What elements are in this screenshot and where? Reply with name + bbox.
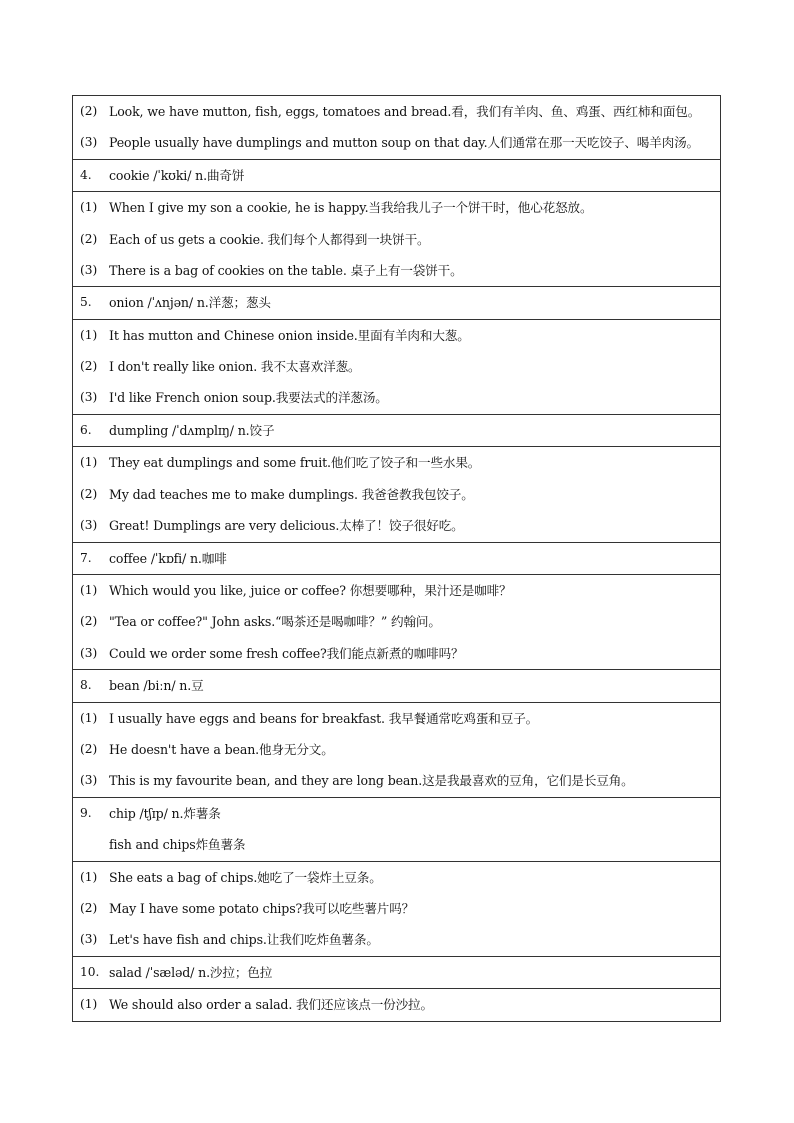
item-number: (1)	[80, 200, 98, 215]
item-text: We should also order a salad. 我们还应该点一份沙拉。	[109, 997, 433, 1013]
text-line	[73, 963, 720, 983]
item-text: "Tea or coffee?" John asks.“喝茶还是喝咖啡？” 约翰问。	[109, 614, 441, 630]
table-row	[73, 988, 720, 1021]
item-number: 8.	[80, 678, 92, 693]
item-number: (2)	[80, 741, 98, 756]
item-text: I usually have eggs and beans for breakfast. 我早餐通常吃鸡蛋和豆子。	[109, 710, 539, 726]
item-text: Each of us gets a cookie. 我们每个人都得到一块饼干。	[109, 231, 430, 247]
table-row	[73, 669, 720, 702]
table-row	[73, 861, 720, 956]
item-text: cookie /ˈkʊki/ n.曲奇饼	[109, 167, 245, 183]
text-line	[73, 133, 720, 153]
text-line	[73, 709, 720, 729]
text-line	[73, 644, 720, 664]
text-line	[73, 261, 720, 281]
item-text: When I give my son a cookie, he is happy.当我给我儿子一个饼干时，他心花怒放。	[109, 200, 593, 216]
table-row	[73, 96, 720, 159]
text-line	[73, 740, 720, 760]
item-text: Could we order some fresh coffee?我们能点新煮的咖啡吗？	[109, 645, 464, 661]
item-text: My dad teaches me to make dumplings. 我爸爸教我包饺子。	[109, 486, 474, 502]
text-line	[73, 930, 720, 950]
table-row	[73, 414, 720, 447]
text-line	[73, 835, 720, 855]
item-text: coffee /ˈkɒfi/ n.咖啡	[109, 550, 227, 566]
item-text: This is my favourite bean, and they are long bean.这是我最喜欢的豆角，它们是长豆角。	[109, 773, 634, 789]
text-line	[73, 676, 720, 696]
item-number: 5.	[80, 295, 92, 310]
text-line	[73, 198, 720, 218]
item-number: (3)	[80, 932, 98, 947]
table-row	[73, 574, 720, 669]
item-number: (1)	[80, 710, 98, 725]
item-number: (2)	[80, 900, 98, 915]
text-line	[73, 326, 720, 346]
table-row	[73, 542, 720, 575]
item-number: (1)	[80, 869, 98, 884]
text-line	[73, 771, 720, 791]
item-text: salad /ˈsæləd/ n.沙拉；色拉	[109, 964, 273, 980]
table-row	[73, 319, 720, 414]
item-number: 6.	[80, 422, 92, 437]
text-line	[73, 388, 720, 408]
item-text: Great! Dumplings are very delicious.太棒了！饺子很好吃。	[109, 518, 464, 534]
item-number: (1)	[80, 455, 98, 470]
text-line	[73, 453, 720, 473]
text-line	[73, 293, 720, 313]
item-number: (3)	[80, 518, 98, 533]
text-line	[73, 995, 720, 1015]
text-line	[73, 549, 720, 569]
table-row	[73, 286, 720, 319]
item-text: May I have some potato chips?我可以吃些薯片吗？	[109, 900, 415, 916]
item-text: Look, we have mutton, fish, eggs, tomatoes and bread.看，我们有羊肉、鱼、鸡蛋、西红柿和面包。	[109, 104, 701, 119]
text-line	[73, 868, 720, 888]
item-text: It has mutton and Chinese onion inside.里面有羊肉和大葱。	[109, 327, 470, 343]
vocabulary-table	[72, 95, 721, 1022]
item-text: I don't really like onion. 我不太喜欢洋葱。	[109, 359, 361, 375]
item-text: Let's have fish and chips.让我们吃炸鱼薯条。	[109, 932, 379, 948]
item-number: (2)	[80, 614, 98, 629]
table-row	[73, 956, 720, 989]
text-line	[73, 102, 720, 122]
text-line	[73, 899, 720, 919]
table-row	[73, 191, 720, 286]
item-text: I'd like French onion soup.我要法式的洋葱汤。	[109, 390, 388, 406]
item-number: 7.	[80, 550, 92, 565]
table-row	[73, 702, 720, 797]
text-line	[73, 516, 720, 536]
item-text: People usually have dumplings and mutton soup on that day.人们通常在那一天吃饺子、喝羊肉汤。	[109, 135, 699, 151]
table-row	[73, 446, 720, 541]
item-number: (1)	[80, 583, 98, 598]
item-text: There is a bag of cookies on the table. 桌子上有一袋饼干。	[109, 262, 463, 278]
item-number: 10.	[80, 964, 100, 979]
item-number: (3)	[80, 773, 98, 788]
item-text: onion /ˈʌnjən/ n.洋葱；葱头	[109, 295, 271, 311]
text-line	[73, 485, 720, 505]
item-text: bean /biːn/ n.豆	[109, 678, 204, 694]
item-text: She eats a bag of chips.她吃了一袋炸土豆条。	[109, 869, 382, 885]
text-line	[73, 804, 720, 824]
item-number: (1)	[80, 997, 98, 1012]
item-number: (2)	[80, 104, 98, 118]
item-number: (3)	[80, 645, 98, 660]
text-line	[73, 166, 720, 186]
text-line	[73, 230, 720, 250]
item-number: (3)	[80, 262, 98, 277]
text-line	[73, 612, 720, 632]
item-number: (2)	[80, 359, 98, 374]
table-row	[73, 159, 720, 192]
table-row	[73, 797, 720, 861]
item-text: He doesn't have a bean.他身无分文。	[109, 741, 334, 757]
item-text: They eat dumplings and some fruit.他们吃了饺子和一些水果。	[109, 455, 481, 471]
text-line	[73, 357, 720, 377]
text-line	[73, 581, 720, 601]
item-number: (3)	[80, 135, 98, 150]
item-text: Which would you like, juice or coffee? 你想要哪种，果汁还是咖啡？	[109, 583, 512, 599]
item-text: fish and chips炸鱼薯条	[109, 837, 246, 853]
item-number: (2)	[80, 231, 98, 246]
item-text: chip /tʃɪp/ n.炸薯条	[109, 805, 221, 821]
item-number: (1)	[80, 327, 98, 342]
item-number: (2)	[80, 486, 98, 501]
item-number: 4.	[80, 167, 92, 182]
item-text: dumpling /ˈdʌmplɪŋ/ n.饺子	[109, 422, 275, 438]
item-number: (3)	[80, 390, 98, 405]
text-line	[73, 421, 720, 441]
item-number: 9.	[80, 805, 92, 820]
